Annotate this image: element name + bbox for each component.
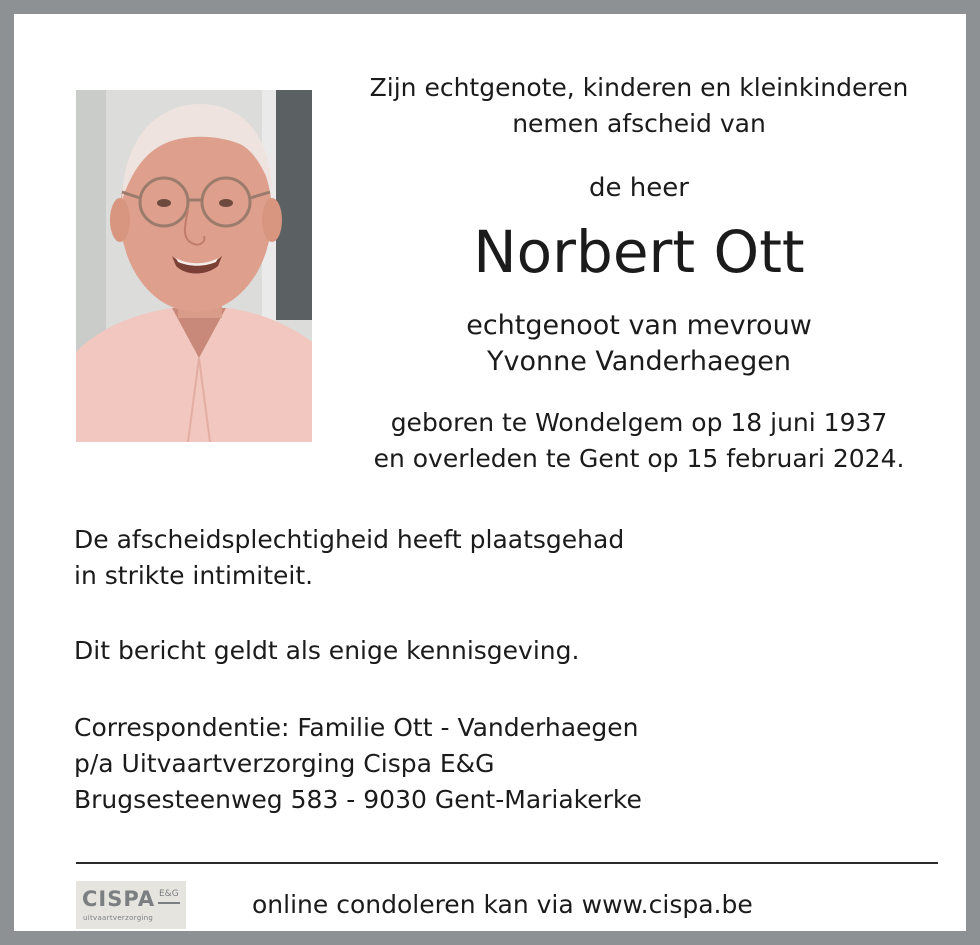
- cispa-logo: [76, 881, 186, 929]
- funeral-line: De afscheidsplechtigheid heeft plaatsgehad: [74, 525, 625, 554]
- logo-name: CISPA: [82, 887, 156, 911]
- portrait-illustration: [76, 90, 312, 442]
- date-line: en overleden te Gent op 15 februari 2024.: [373, 444, 905, 473]
- logo-rule: [158, 902, 180, 904]
- date-line: geboren te Wondelgem op 18 juni 1937: [390, 408, 888, 437]
- correspondence-address: [74, 710, 642, 818]
- address-line: Correspondentie: Familie Ott - Vanderhaegen: [74, 713, 639, 742]
- family-intro: [334, 70, 944, 142]
- logo-subtitle: uitvaartverzorging: [83, 914, 154, 922]
- address-line: Brugsesteenweg 583 - 9030 Gent-Mariakerke: [74, 785, 642, 814]
- online-condolences-text: online condoleren kan via www.cispa.be: [252, 890, 753, 919]
- portrait-photo: [76, 90, 312, 442]
- funeral-line: in strikte intimiteit.: [74, 561, 314, 590]
- birth-death-dates: [334, 405, 944, 477]
- notice-text: Dit bericht geldt als enige kennisgeving.: [74, 636, 580, 665]
- deceased-name: Norbert Ott: [473, 218, 805, 286]
- spouse-line: echtgenoot van mevrouw: [466, 310, 812, 341]
- spouse-line: Yvonne Vanderhaegen: [487, 346, 791, 377]
- funeral-info: [74, 522, 624, 594]
- intro-line: Zijn echtgenote, kinderen en kleinkinderen: [369, 73, 909, 102]
- divider: [76, 862, 938, 864]
- address-line: p/a Uitvaartverzorging Cispa E&G: [74, 749, 495, 778]
- logo-suffix: E&G: [159, 889, 179, 899]
- intro-line: nemen afscheid van: [512, 109, 766, 138]
- honorific: de heer: [589, 173, 689, 203]
- spouse-info: [334, 308, 944, 380]
